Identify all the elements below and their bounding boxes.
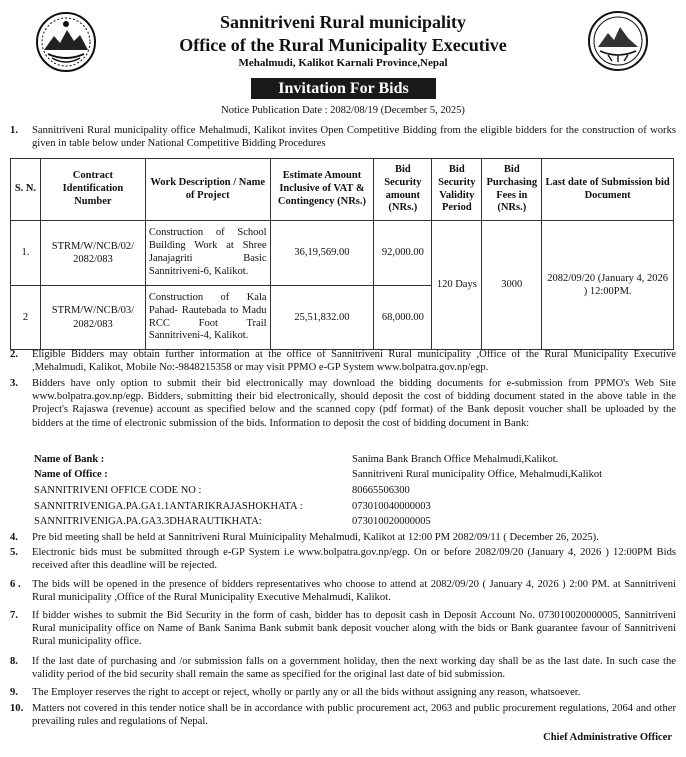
col-header: Bid Security Validity Period (432, 159, 482, 221)
clause-9: 9. The Employer reserves the right to accept or reject, wholly or partly any or all the bids without assigning any reason, whatsoever. (10, 687, 581, 698)
table-row (11, 221, 674, 286)
clause-1: 1. Sannitriveni Rural municipality office Mehalmudi, Kalikot invites Open Competitive Bidding from the eligible bidders for the construction of works given in table below under National Competitive Bidding Procedures (10, 125, 676, 150)
revenue-account-label: SANNITRIVENIGA.PA.GA1.1ANTARIKRAJASHOKHATA : (34, 501, 303, 512)
col-header: Work Description / Name of Project (145, 159, 270, 221)
bank-name-row: Name of Bank : (34, 454, 105, 465)
deposit-account-value: 073010020000005 (352, 516, 431, 527)
cell-security: 92,000.00 (374, 221, 432, 286)
cell-validity: 120 Days (432, 221, 482, 350)
col-header: Contract Identification Number (40, 159, 145, 221)
notice-publication-date: Notice Publication Date : 2082/08/19 (December 5, 2025) (221, 105, 465, 116)
clause-3: 3. Bidders have only option to submit their bid electronically may download the bidding documents for e-submission from PPMO's Web Site www.bolpatra.gov.np/egp. Bidders, submitting their bid electronically, should deposit the cost of bidding document stated in the above table in the Project's Rajaswa (revenue) account as specified below and the scanned copy (pdf format) of the Bank deposit voucher shall be uploaded by the bidders at the time of electronic submission of the bids. Information to deposit the cost of bidding document in Bank: (10, 378, 676, 429)
cell-security: 68,000.00 (374, 286, 432, 350)
bank-name-value: Sanima Bank Branch Office Mehalmudi,Kalikot. (352, 454, 559, 465)
col-header: Bid Purchasing Fees in (NRs.) (482, 159, 542, 221)
cell-description: Construction of School Building Work at Shree Janajagriti Basic Sannitriveni-6, Kalikot. (145, 221, 270, 286)
clause-8: 8. If the last date of purchasing and /or submission falls on a government holiday, then the next working day shall be as the last date. In such case the validity period of the bid security shall remain the same as specified for the original last date of bid submission. (10, 656, 676, 681)
clause-2: 2. Eligible Bidders may obtain further information at the office of Sannitriveni Rural municipality ,Office of the Rural Municipality Executive ,Mehalmudi, Kalikot, Mobile No:-9848215358 or may visit PPMO e-GP System www.bolpatra.gov.np/egp. (10, 349, 676, 374)
bid-table (10, 158, 674, 350)
office-code-label: SANNITRIVENI OFFICE CODE NO : (34, 485, 202, 496)
cell-contract-id: STRM/W/NCB/03/ 2082/083 (40, 286, 145, 350)
clause-5: 5. Electronic bids must be submitted through e-GP System i.e www.bolpatra.gov.np/egp. On or before 2082/09/20 (January 4, 2026 ) 12:00PM Bids received after this deadline will be rejected. (10, 547, 676, 572)
municipality-name: Sannitriveni Rural municipality (219, 12, 467, 32)
office-name-row: Name of Office : (34, 469, 108, 480)
clause-10: 10. Matters not covered in this tender notice shall be in accordance with public procurement act, 2063 and public procurement regulations, 2064 and other prevailing rules and regulations of Nepal. (10, 703, 676, 728)
col-header: Estimate Amount Inclusive of VAT & Contingency (NRs.) (270, 159, 374, 221)
table-header-row (11, 159, 674, 221)
clause-6: 6 . The bids will be opened in the presence of bidders representatives who choose to attend at 2082/09/20 ( January 4, 2026 ) 2:00 PM. at Sannitriveni Rural municipality ,Office of the Rural Municipality Executive Mehalmudi, Kalikot. (10, 579, 676, 604)
deposit-account-label: SANNITRIVENIGA.PA.GA3.3DHARAUTIKHATA: (34, 516, 262, 527)
office-name-value: Sannitriveni Rural municipality Office, Mehalmudi,Kalikot (352, 469, 603, 480)
cell-last-date: 2082/09/20 (January 4, 2026 ) 12:00PM. (542, 221, 674, 350)
office-name: Office of the Rural Municipality Executive (179, 35, 507, 55)
cell-estimate: 36,19,569.00 (270, 221, 374, 286)
office-address: Mehalmudi, Kalikot Karnali Province,Nepal (238, 57, 448, 69)
cell-estimate: 25,51,832.00 (270, 286, 374, 350)
cell-sn: 2 (11, 286, 41, 350)
cell-contract-id: STRM/W/NCB/02/ 2082/083 (40, 221, 145, 286)
clause-7: 7. If bidder wishes to submit the Bid Security in the form of cash, bidder has to deposit cash in Deposit Account No. 073010020000005, Sannitriveni Rural municipality office on Name of Bank Sanima Bank submit bank deposit voucher along with the bids or Bank guarantee favour of Sannitriveni Rural municipality office. (10, 610, 676, 648)
cell-sn: 1. (11, 221, 41, 286)
notice-title-banner: Invitation For Bids (251, 78, 436, 99)
cell-fees: 3000 (482, 221, 542, 350)
col-header: Bid Security amount (NRs.) (374, 159, 432, 221)
office-code-value: 80665506300 (352, 485, 410, 496)
revenue-account-value: 073010040000003 (352, 501, 431, 512)
cell-description: Construction of Kala Pahad- Rautebada to Madu RCC Foot Trail Sannitriveni-4, Kalikot. (145, 286, 270, 350)
signatory-title: Chief Administrative Officer (543, 732, 672, 743)
clause-4: 4. Pre bid meeting shall be held at Sannitriveni Rural Muinicipality Mehalmudi, Kalikot at 12:00 PM 2082/09/11 ( December 26, 2025). (10, 532, 599, 543)
col-header: Last date of Submission bid Document (542, 159, 674, 221)
col-header: S. N. (11, 159, 41, 221)
